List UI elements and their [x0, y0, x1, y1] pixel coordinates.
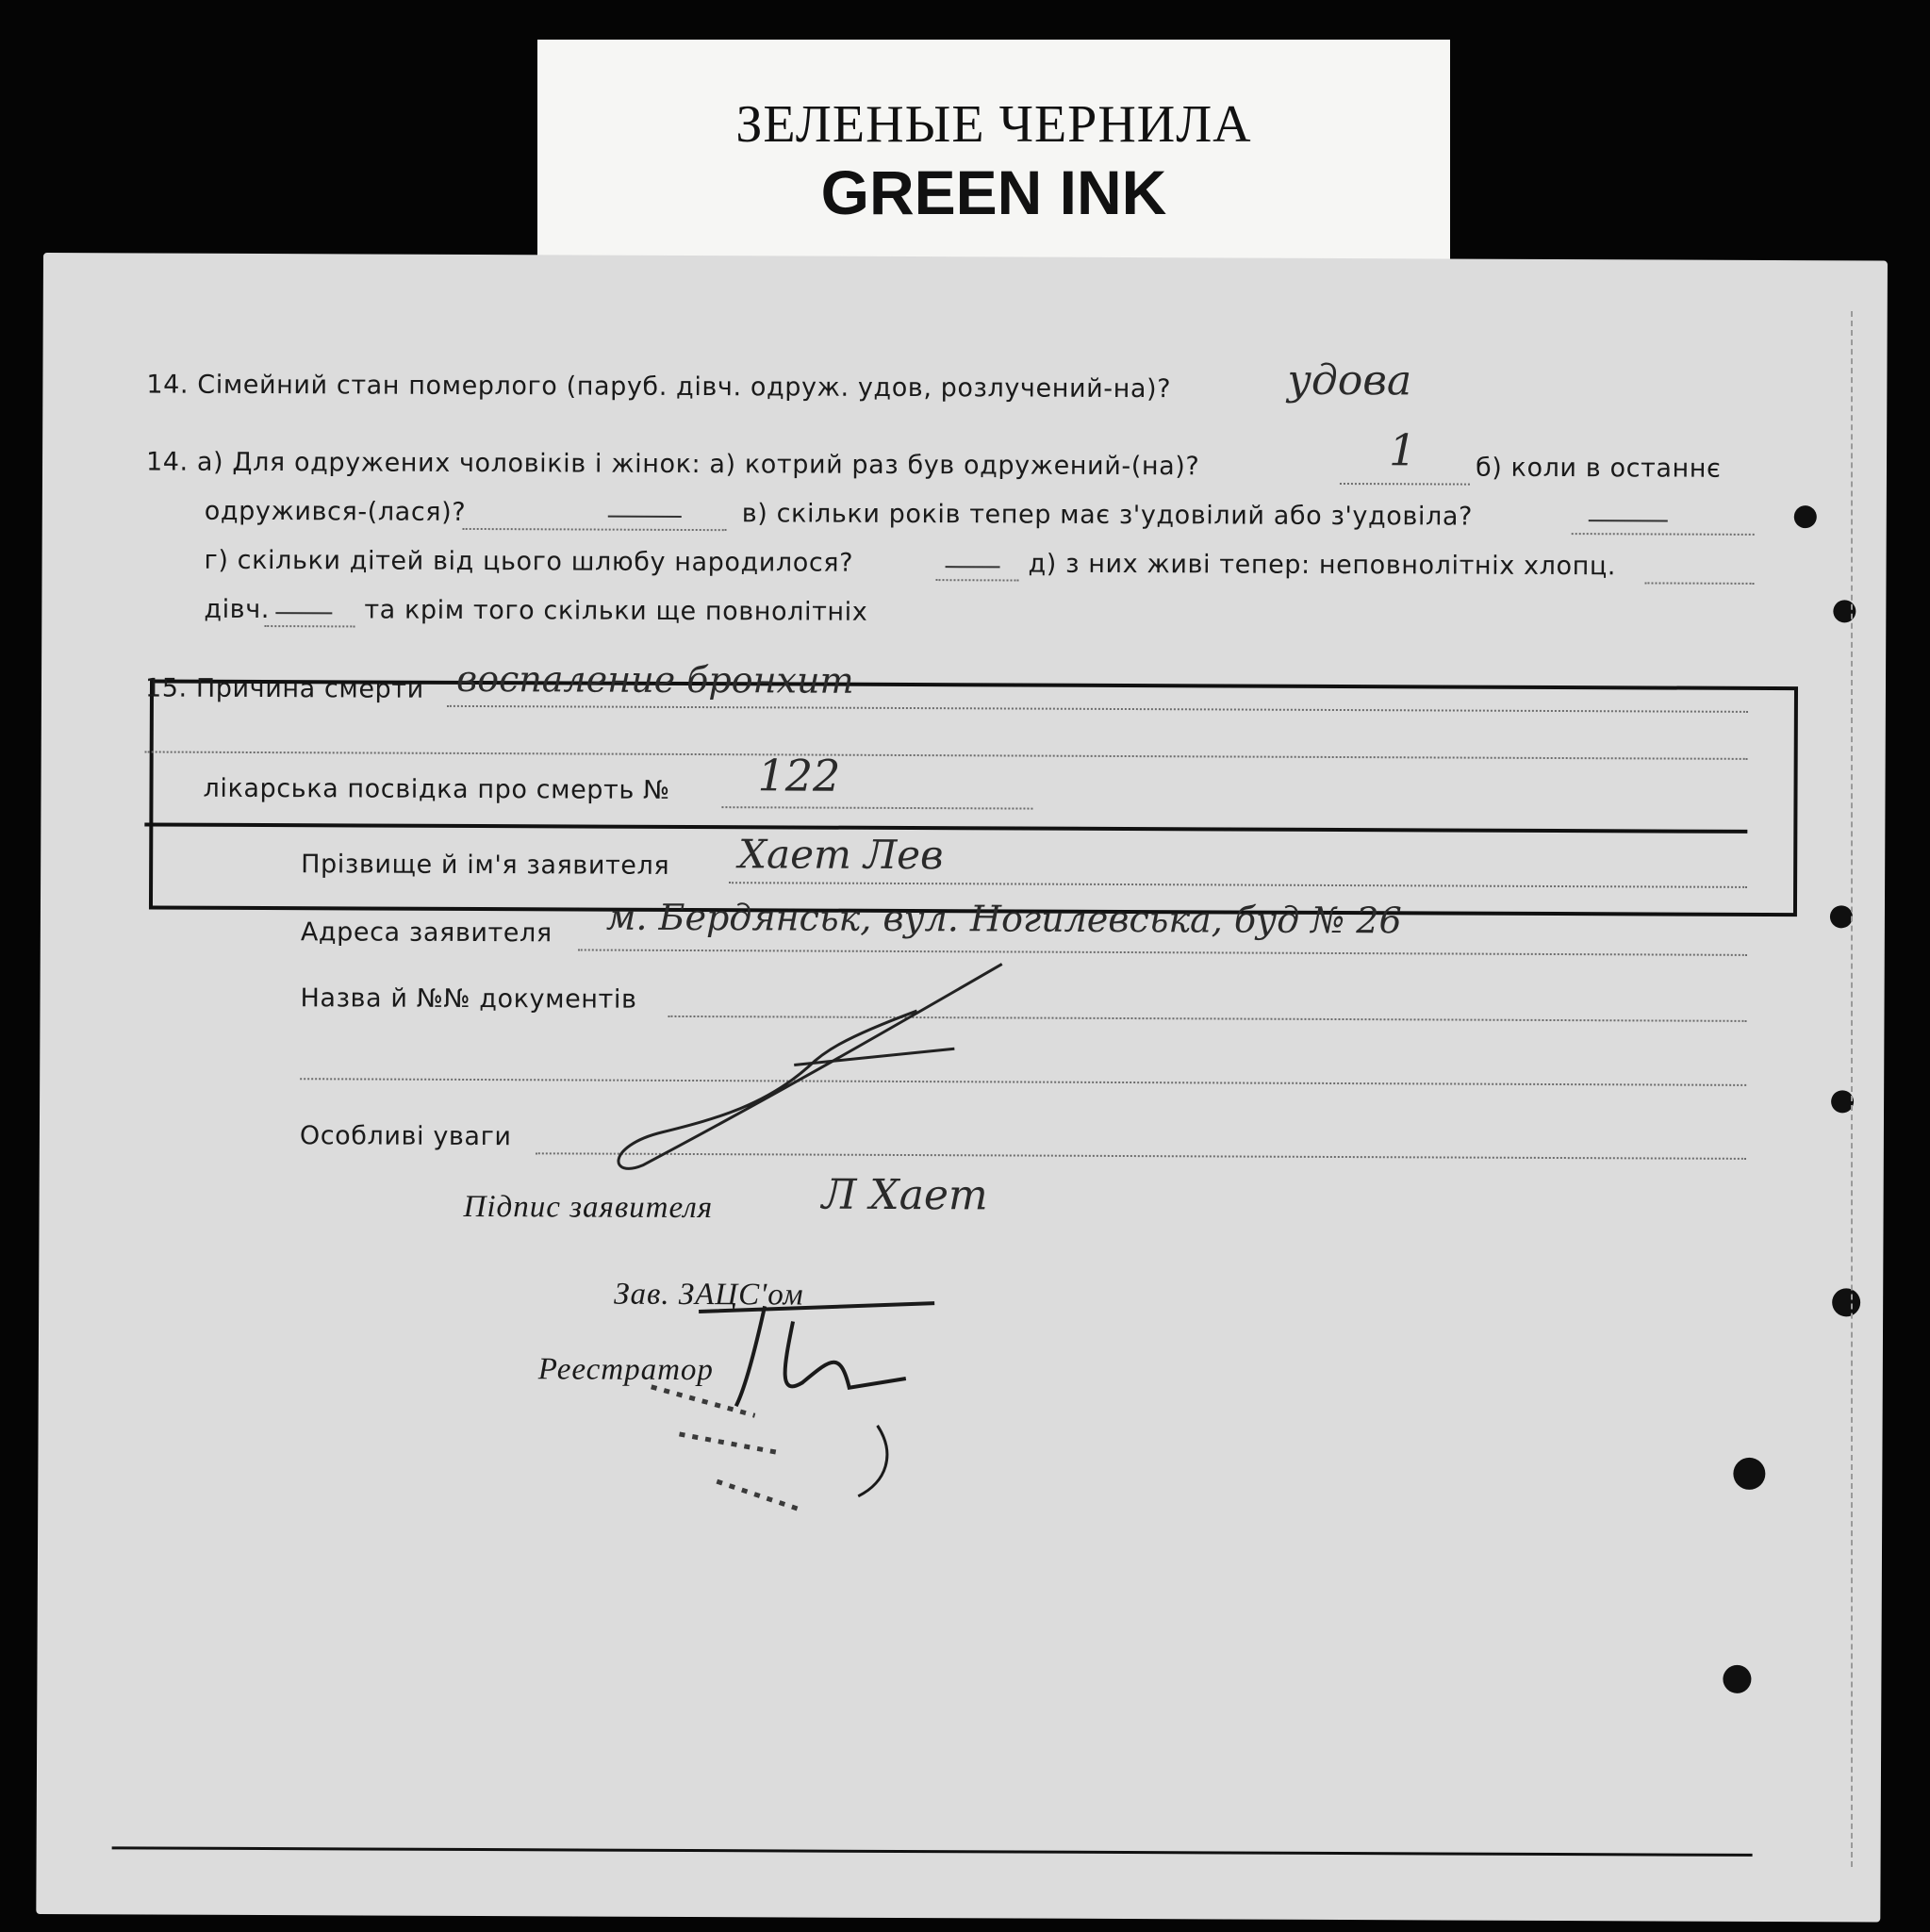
applicant-signature-label: Підпис заявителя [463, 1189, 714, 1226]
remarks-label: Особливі уваги [299, 1121, 512, 1152]
bottom-rule [112, 1846, 1753, 1857]
documents-label: Назва й №№ документів [300, 983, 637, 1015]
dotted-line [264, 625, 355, 627]
dotted-line [1644, 582, 1754, 585]
dotted-line [935, 579, 1018, 581]
applicant-address-label: Адреса заявителя [300, 917, 553, 949]
item14a-line4-b: та крім того скільки ще повнолітніх [364, 595, 868, 627]
dash-mark [1589, 520, 1668, 521]
applicant-name-label: Прізвище й ім'я заявителя [301, 850, 670, 881]
item14a-line1-tail: б) коли в останнє [1475, 453, 1722, 484]
item14a-line3-b: д) з них живі тепер: неповнолітніх хлопц. [1028, 549, 1617, 582]
item14a-answer-count: 1 [1388, 424, 1417, 476]
dotted-line [463, 528, 727, 531]
dotted-line [1572, 533, 1755, 536]
item14-answer: удова [1287, 355, 1412, 405]
dash-mark [608, 516, 682, 518]
applicant-signature: Л Хает [821, 1170, 988, 1220]
applicant-name-value: Хает Лев [738, 831, 944, 879]
item15-label: 15. Причина смерти [144, 673, 424, 704]
item14-label: 14. Сімейний стан померлого (паруб. дівч. одруж. удов, розлучений-на)? [146, 370, 1172, 405]
punch-hole [1794, 505, 1817, 528]
item14a-line4: дівч. [204, 594, 271, 625]
dotted-line [1340, 483, 1470, 486]
item14a-line3: г) скільки дітей від цього шлюбу народилося? [204, 545, 854, 578]
page-edge [1819, 311, 1853, 1867]
registrar-label: Реестратор [537, 1352, 715, 1388]
cancel-scribble [605, 953, 1021, 1181]
stamp-mark [641, 1378, 850, 1529]
dash-mark [275, 612, 332, 614]
dash-mark [946, 566, 1000, 568]
form-page [36, 253, 1888, 1923]
certificate-number: 122 [757, 750, 841, 801]
dotted-line [300, 1078, 1746, 1086]
punch-hole [1733, 1458, 1765, 1490]
certificate-label: лікарська посвідка про смерть № [203, 773, 670, 805]
label-english: GREEN INK [820, 157, 1167, 227]
green-ink-label-card [537, 40, 1450, 262]
head-label: Зав. ЗАЦС'ом [614, 1277, 804, 1313]
applicant-address-value: м. Бердянськ, вул. Ногилевська, буд № 26 [605, 896, 1402, 942]
item15-answer: воспаление бронхит [455, 657, 854, 702]
label-russian: ЗЕЛЕНЫЕ ЧЕРНИЛА [735, 95, 1252, 154]
punch-hole [1723, 1665, 1751, 1693]
item14a-line2-b: в) скільки років тепер має з'удовілий або з'удовіла? [741, 499, 1474, 532]
item14a-line1: 14. а) Для одружених чоловіків і жінок: а) котрий раз був одружений-(на)? [145, 447, 1200, 482]
item14a-line2: одружився-(лася)? [204, 496, 467, 527]
